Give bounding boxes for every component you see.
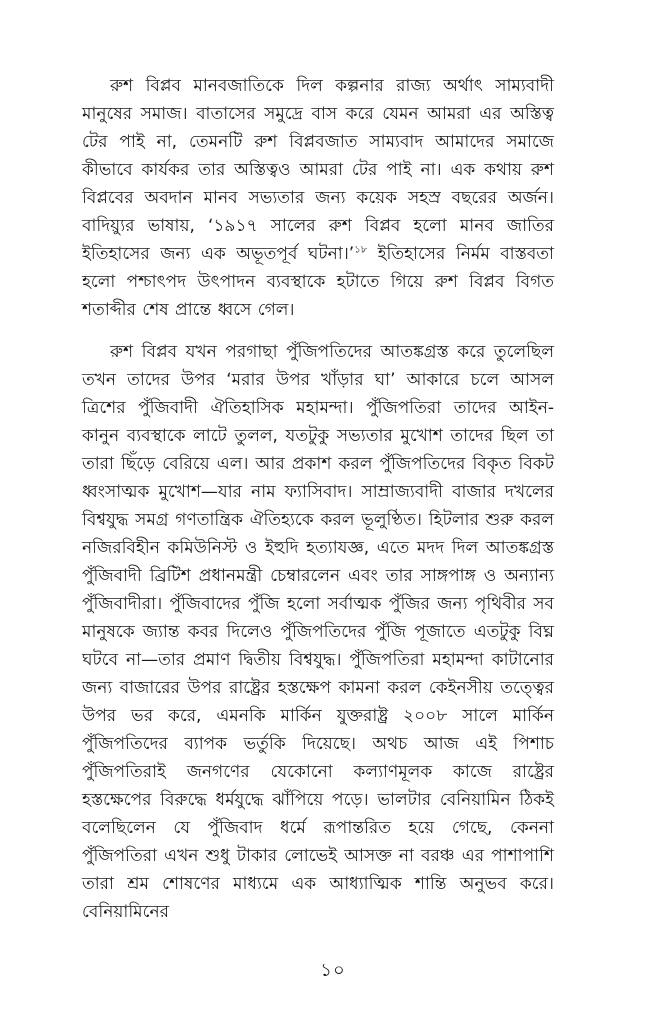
paragraph-1 xyxy=(82,72,554,324)
footnote-reference[interactable]: ১৮ xyxy=(354,244,368,256)
page-number: ১০ xyxy=(320,960,346,981)
paragraph-1-continuation: ইতিহাসের নির্মম বাস্তবতা হলো পশ্চাৎপদ উৎপাদন ব্যবস্থাকে হটাতে গিয়ে রুশ বিপ্লব বিগত শতাব্দীর শেষ প্রান্তে ধ্বসে গেল। xyxy=(82,244,554,320)
paragraph-2: রুশ বিপ্লব যখন পরগাছা পুঁজিপতিদের আতঙ্কগ্রস্ত করে তুলেছিল তখন তাদের উপর ‘মরার উপর খাঁড়ার ঘা’ আকারে চলে আসল ত্রিশের পুঁজিবাদী ঐতিহাসিক মহামন্দা। পুঁজিপতিরা তাদের আইন-কানুন ব্যবস্থাকে লাটে তুলল, যতটুকু সভ্যতার মুখোশ তাদের ছিল তা তারা ছিঁড়ে বেরিয়ে এল। আর প্রকাশ করল পুঁজিপতিদের বিকৃত বিকট ধ্বংসাত্মক মুখোশ—যার নাম ফ্যাসিবাদ। সাম্রাজ্যবাদী বাজার দখলের বিশ্বযুদ্ধ সমগ্র গণতান্ত্রিক ঐতিহ্যকে করল ভূলুণ্ঠিত। হিটলার শুরু করল নজিরবিহীন কমিউনিস্ট ও ইহুদি হত্যাযজ্ঞ, এতে মদদ দিল আতঙ্কগ্রস্ত পুঁজিবাদী ব্রিটিশ প্রধানমন্ত্রী চেম্বারলেন এবং তার সাঙ্গপাঙ্গ ও অন্যান্য পুঁজিবাদীরা। পুঁজিবাদের পুঁজি হলো সর্বাত্মক পুঁজির জন্য পৃথিবীর সব মানুষকে জ্যান্ত কবর দিলেও পুঁজিপতিদের পুঁজি পূজাতে এতটুকু বিঘ্ন ঘটবে না—তার প্রমাণ দ্বিতীয় বিশ্বযুদ্ধ। পুঁজিপতিরা মহামন্দা কাটানোর জন্য বাজারের উপর রাষ্ট্রের হস্তক্ষেপ কামনা করল কেইনসীয় তত্ত্বের উপর ভর করে, এমনকি মার্কিন যুক্তরাষ্ট্র ২০০৮ সালে মার্কিন পুঁজিপতিদের ব্যাপক ভর্তুকি দিয়েছে। অথচ আজ এই পিশাচ পুঁজিপতিরাই জনগণের যেকোনো কল্যাণমূলক কাজে রাষ্ট্রের হস্তক্ষেপের বিরুদ্ধে ধর্মযুদ্ধে ঝাঁপিয়ে পড়ে। ভালটার বেনিয়ামিন ঠিকই বলেছিলেন যে পুঁজিবাদ ধর্মে রূপান্তরিত হয়ে গেছে, কেননা পুঁজিপতিরা এখন শুধু টাকার লোভেই আসক্ত না বরঞ্চ এর পাশাপাশি তারা শ্রম শোষণের মাধ্যমে এক আধ্যাত্মিক শান্তি অনুভব করে। বেনিয়ামিনের xyxy=(82,342,554,922)
paragraph-1-text: রুশ বিপ্লব মানবজাতিকে দিল কল্পনার রাজ্য অর্থাৎ সাম্যবাদী মানুষের সমাজ। বাতাসের সমুদ্রে বাস করে যেমন আমরা এর অস্তিত্ব টের পাই না, তেমনটি রুশ বিপ্লবজাত সাম্যবাদ আমাদের সমাজে কীভাবে কার্যকর তার অস্তিত্বও আমরা টের পাই না। এক কথায় রুশ বিপ্লবের অবদান মানব সভ্যতার জন্য কয়েক সহস্র বছরের অর্জন। বাদিয়্যুর ভাষায়, ‘১৯১৭ সালের রুশ বিপ্লব হলো মানব জাতির ইতিহাসের জন্য এক অভূতপূর্ব ঘটনা।’ xyxy=(82,76,554,264)
page-body xyxy=(82,72,554,940)
